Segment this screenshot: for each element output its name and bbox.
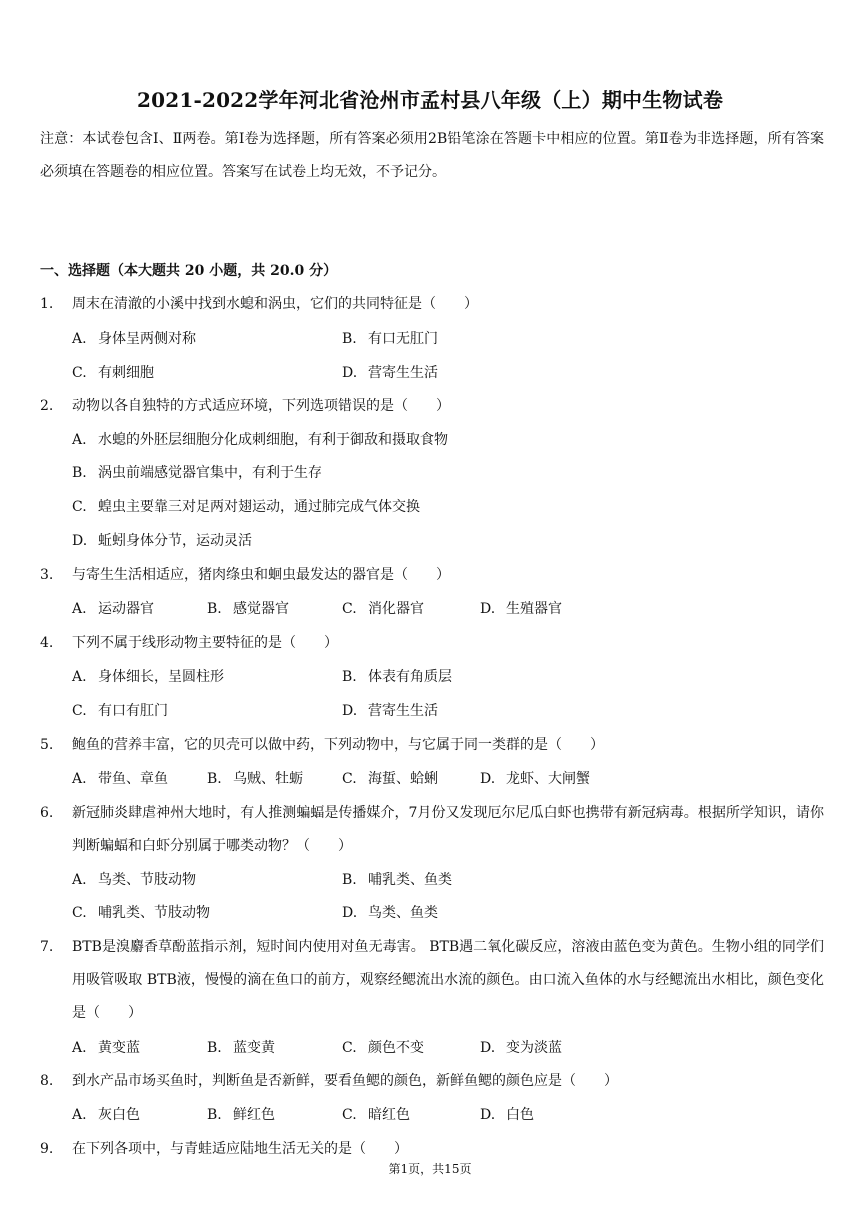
option-text: 有口有肛门 — [98, 703, 168, 719]
option-text: 有口无肛门 — [368, 331, 438, 347]
option-letter: C. — [342, 771, 357, 787]
option-text: 灰白色 — [98, 1107, 140, 1123]
option-letter: A. — [72, 669, 87, 685]
option-letter: A. — [72, 601, 87, 617]
option-c[interactable] — [342, 763, 438, 796]
option-letter: D. — [480, 601, 496, 617]
option-c[interactable] — [72, 357, 154, 390]
option-a[interactable] — [72, 864, 196, 897]
option-b[interactable] — [342, 323, 438, 356]
option-letter: D. — [72, 533, 88, 549]
question-number: 7. — [40, 939, 54, 955]
option-b[interactable] — [72, 457, 322, 490]
option-c[interactable] — [72, 491, 420, 524]
option-d[interactable] — [480, 1032, 562, 1065]
question-text: 动物以各自独特的方式适应环境，下列选项错误的是（ ） — [72, 398, 450, 414]
option-text: 体表有角质层 — [368, 669, 452, 685]
option-text: 乌贼、牡蛎 — [233, 771, 303, 787]
option-letter: C. — [342, 1107, 357, 1123]
question-number: 8. — [40, 1073, 54, 1089]
option-letter: C. — [72, 703, 87, 719]
option-d[interactable] — [480, 1099, 534, 1132]
option-text: 蚯蚓身体分节，运动灵活 — [98, 533, 252, 549]
page-footer: 第1页，共15页 — [388, 1162, 472, 1176]
option-c[interactable] — [342, 1032, 424, 1065]
option-text: 身体呈两侧对称 — [98, 331, 196, 347]
question-text: 与寄生生活相适应，猪肉绦虫和蛔虫最发达的器官是（ ） — [72, 567, 450, 583]
option-text: 龙虾、大闸蟹 — [506, 771, 590, 787]
option-c[interactable] — [72, 897, 210, 930]
question-text: 下列不属于线形动物主要特征的是（ ） — [72, 635, 338, 651]
question-text: 到水产品市场买鱼时，判断鱼是否新鲜，要看鱼鳃的颜色，新鲜鱼鳃的颜色应是（ ） — [72, 1073, 618, 1089]
question-text: 新冠肺炎肆虐神州大地时，有人推测蝙蝠是传播媒介，7月份又发现厄尔尼瓜白虾也携带有新冠病毒。根据所学知识，请你判断蝙蝠和白虾分别属于哪类动物？（ ） — [72, 805, 824, 854]
option-letter: C. — [72, 499, 87, 515]
option-letter: B. — [207, 1107, 222, 1123]
option-b[interactable] — [342, 661, 452, 694]
question-number: 6. — [40, 805, 54, 821]
option-letter: D. — [342, 703, 358, 719]
exam-notice: 注意：本试卷包含Ⅰ、Ⅱ两卷。第Ⅰ卷为选择题，所有答案必须用2B铅笔涂在答题卡中相应的位置。第Ⅱ卷为非选择题，所有答案必须填在答题卷的相应位置。答案写在试卷上均无效，不予记分。 — [40, 131, 824, 180]
option-letter: B. — [342, 331, 357, 347]
option-b[interactable] — [207, 763, 303, 796]
option-text: 海蜇、蛤蜊 — [368, 771, 438, 787]
option-d[interactable] — [342, 695, 438, 728]
option-letter: D. — [480, 1107, 496, 1123]
option-text: 哺乳类、节肢动物 — [98, 905, 210, 921]
option-text: 运动器官 — [98, 601, 154, 617]
option-letter: D. — [342, 365, 358, 381]
question-number: 3. — [40, 567, 54, 583]
option-text: 身体细长，呈圆柱形 — [98, 669, 224, 685]
option-text: 消化器官 — [368, 601, 424, 617]
question-number: 4. — [40, 635, 54, 651]
option-text: 水螅的外胚层细胞分化成刺细胞，有利于御敌和摄取食物 — [98, 432, 448, 448]
option-text: 营寄生生活 — [368, 365, 438, 381]
option-b[interactable] — [207, 593, 289, 626]
option-text: 营寄生生活 — [368, 703, 438, 719]
option-a[interactable] — [72, 593, 154, 626]
option-letter: A. — [72, 331, 87, 347]
question-text: BTB是溴麝香草酚蓝指示剂，短时间内使用对鱼无毒害。 BTB遇二氧化碳反应，溶液由蓝色变为黄色。生物小组的同学们用吸管吸取 BTB液，慢慢的滴在鱼口的前方，观察经鳃流出水流的颜色。由口流入鱼体的水与经鳃流出水相比，颜色变化是（ ） — [72, 939, 824, 1021]
option-letter: B. — [342, 669, 357, 685]
option-letter: A. — [72, 872, 87, 888]
question-number: 5. — [40, 737, 54, 753]
option-text: 颜色不变 — [368, 1040, 424, 1056]
page-title: 2021-2022学年河北省沧州市孟村县八年级（上）期中生物试卷 — [136, 88, 724, 112]
option-text: 白色 — [506, 1107, 534, 1123]
question-text: 周末在清澈的小溪中找到水螅和涡虫，它们的共同特征是（ ） — [72, 296, 478, 312]
option-c[interactable] — [342, 1099, 410, 1132]
option-letter: A. — [72, 432, 87, 448]
option-text: 变为淡蓝 — [506, 1040, 562, 1056]
option-c[interactable] — [72, 695, 168, 728]
option-letter: C. — [342, 601, 357, 617]
question-number: 1. — [40, 296, 54, 312]
option-b[interactable] — [207, 1099, 275, 1132]
option-text: 带鱼、章鱼 — [98, 771, 168, 787]
option-letter: C. — [72, 905, 87, 921]
option-text: 鸟类、节肢动物 — [98, 872, 196, 888]
option-text: 哺乳类、鱼类 — [368, 872, 452, 888]
option-a[interactable] — [72, 763, 168, 796]
option-letter: C. — [342, 1040, 357, 1056]
option-a[interactable] — [72, 424, 448, 457]
option-d[interactable] — [72, 525, 252, 558]
option-letter: B. — [342, 872, 357, 888]
option-text: 鲜红色 — [233, 1107, 275, 1123]
option-letter: A. — [72, 1107, 87, 1123]
option-letter: D. — [480, 1040, 496, 1056]
option-text: 有刺细胞 — [98, 365, 154, 381]
option-letter: D. — [342, 905, 358, 921]
option-d[interactable] — [480, 593, 562, 626]
option-text: 鸟类、鱼类 — [368, 905, 438, 921]
option-letter: B. — [207, 601, 222, 617]
option-text: 感觉器官 — [233, 601, 289, 617]
option-letter: D. — [480, 771, 496, 787]
option-letter: A. — [72, 771, 87, 787]
section-heading: 一、选择题（本大题共 20 小题，共 20.0 分） — [40, 263, 338, 279]
option-letter: B. — [207, 771, 222, 787]
option-text: 黄变蓝 — [98, 1040, 140, 1056]
option-a[interactable] — [72, 1032, 140, 1065]
option-a[interactable] — [72, 323, 196, 356]
question-number: 9. — [40, 1141, 54, 1157]
option-c[interactable] — [342, 593, 424, 626]
option-letter: B. — [72, 465, 87, 481]
question-text: 在下列各项中，与青蛙适应陆地生活无关的是（ ） — [72, 1141, 408, 1157]
option-a[interactable] — [72, 1099, 140, 1132]
option-text: 涡虫前端感觉器官集中，有利于生存 — [98, 465, 322, 481]
question-text: 鲍鱼的营养丰富，它的贝壳可以做中药，下列动物中，与它属于同一类群的是（ ） — [72, 737, 604, 753]
option-b[interactable] — [342, 864, 452, 897]
option-text: 暗红色 — [368, 1107, 410, 1123]
question-number: 2. — [40, 398, 54, 414]
option-d[interactable] — [342, 897, 438, 930]
option-letter: B. — [207, 1040, 222, 1056]
option-text: 蓝变黄 — [233, 1040, 275, 1056]
option-text: 蝗虫主要靠三对足两对翅运动，通过肺完成气体交换 — [98, 499, 420, 515]
option-text: 生殖器官 — [506, 601, 562, 617]
option-letter: C. — [72, 365, 87, 381]
option-b[interactable] — [207, 1032, 275, 1065]
option-d[interactable] — [342, 357, 438, 390]
option-a[interactable] — [72, 661, 224, 694]
option-d[interactable] — [480, 763, 590, 796]
option-letter: A. — [72, 1040, 87, 1056]
